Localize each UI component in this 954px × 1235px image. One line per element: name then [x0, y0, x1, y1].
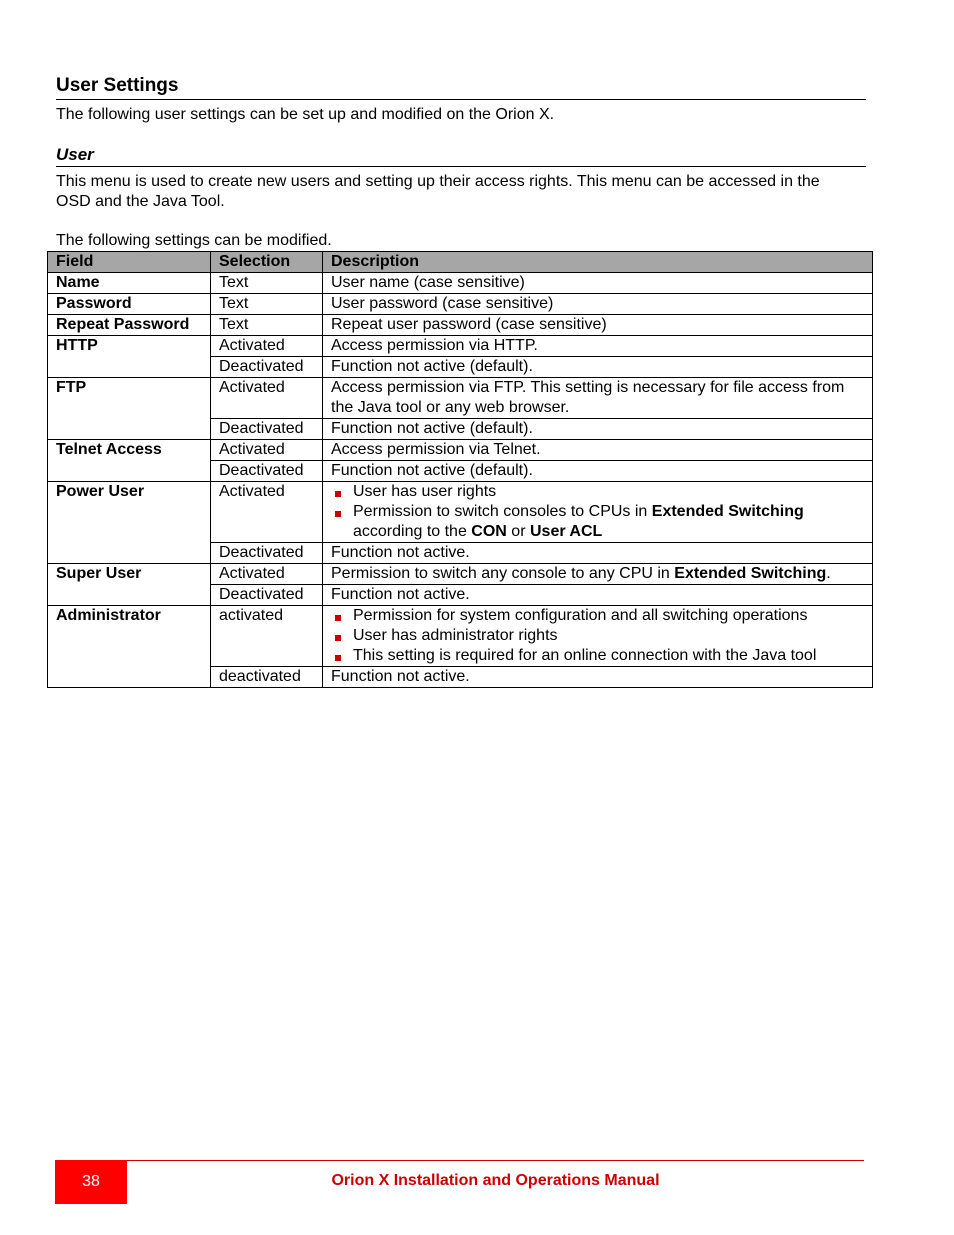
description-cell: Function not active (default). [323, 419, 873, 440]
text-run: Permission to switch any console to any CPU in [331, 565, 675, 582]
bullet-text: User has user rights [353, 483, 497, 500]
description-cell: User name (case sensitive) [323, 273, 873, 294]
table-row [48, 440, 873, 461]
table-row [48, 606, 873, 667]
selection-cell: Activated [211, 440, 323, 461]
subsection-heading: User [56, 144, 866, 167]
field-cell: Password [48, 294, 211, 315]
field-cell: Telnet Access [48, 440, 211, 482]
selection-cell: Activated [211, 564, 323, 585]
bullet-list [331, 482, 864, 542]
selection-cell: Deactivated [211, 357, 323, 378]
description-cell: Function not active. [323, 543, 873, 564]
list-item [331, 626, 864, 646]
red-square-bullet-icon [335, 511, 341, 517]
text-run: according to the [353, 523, 472, 540]
selection-cell: Text [211, 315, 323, 336]
list-item [331, 482, 864, 502]
bullet-list [331, 606, 864, 666]
field-cell: Power User [48, 482, 211, 564]
description-cell [323, 606, 873, 667]
section-heading: User Settings [56, 75, 866, 100]
field-cell: Name [48, 273, 211, 294]
selection-cell: Activated [211, 482, 323, 543]
red-square-bullet-icon [335, 615, 341, 621]
field-cell: Repeat Password [48, 315, 211, 336]
list-item [331, 606, 864, 626]
bold-text: Extended Switching [674, 565, 827, 582]
header-field: Field [48, 252, 211, 273]
field-cell: Super User [48, 564, 211, 606]
table-header-row [48, 252, 873, 273]
description-cell: Function not active (default). [323, 461, 873, 482]
table-row [48, 273, 873, 294]
selection-cell: Activated [211, 336, 323, 357]
header-description: Description [323, 252, 873, 273]
page-number: 38 [55, 1160, 127, 1204]
settings-table [47, 251, 873, 688]
text-run: Permission to switch consoles to CPUs in [353, 503, 652, 520]
footer-title: Orion X Installation and Operations Manual [331, 1172, 660, 1189]
text-run: or [506, 523, 530, 540]
field-cell: FTP [48, 378, 211, 440]
description-cell: Function not active. [323, 585, 873, 606]
text-run: . [826, 565, 831, 582]
bold-text: User ACL [529, 523, 603, 540]
bold-text: Extended Switching [651, 503, 804, 520]
bullet-text: Permission for system configuration and all switching operations [353, 607, 808, 624]
selection-cell: Deactivated [211, 543, 323, 564]
description-cell: Access permission via HTTP. [323, 336, 873, 357]
subsection-description: This menu is used to create new users and setting up their access rights. This menu can be accessed in the OSD and the Java Tool. [56, 173, 820, 210]
section-intro: The following user settings can be set up and modified on the Orion X. [56, 106, 555, 123]
header-selection: Selection [211, 252, 323, 273]
table-row [48, 294, 873, 315]
table-row [48, 315, 873, 336]
description-cell [323, 482, 873, 543]
description-cell [323, 564, 873, 585]
description-cell: Access permission via FTP. This setting is necessary for file access from the Java tool or any web browser. [323, 378, 873, 419]
selection-cell: activated [211, 606, 323, 667]
table-row [48, 378, 873, 419]
description-cell: Function not active. [323, 667, 873, 688]
selection-cell: Deactivated [211, 585, 323, 606]
table-lead-text: The following settings can be modified. [56, 232, 332, 249]
bold-text: CON [471, 523, 507, 540]
table-row [48, 482, 873, 543]
list-item [331, 646, 864, 666]
selection-cell: Text [211, 294, 323, 315]
selection-cell: deactivated [211, 667, 323, 688]
footer-divider [55, 1160, 864, 1161]
field-cell: Administrator [48, 606, 211, 688]
selection-cell: Activated [211, 378, 323, 419]
description-cell: User password (case sensitive) [323, 294, 873, 315]
description-cell: Function not active (default). [323, 357, 873, 378]
description-cell: Access permission via Telnet. [323, 440, 873, 461]
list-item [331, 502, 864, 542]
red-square-bullet-icon [335, 635, 341, 641]
selection-cell: Text [211, 273, 323, 294]
bullet-text [353, 503, 804, 540]
selection-cell: Deactivated [211, 419, 323, 440]
description-cell: Repeat user password (case sensitive) [323, 315, 873, 336]
red-square-bullet-icon [335, 491, 341, 497]
bullet-text: This setting is required for an online connection with the Java tool [353, 647, 817, 664]
field-cell: HTTP [48, 336, 211, 378]
bullet-text: User has administrator rights [353, 627, 558, 644]
red-square-bullet-icon [335, 655, 341, 661]
selection-cell: Deactivated [211, 461, 323, 482]
table-row [48, 336, 873, 357]
table-row [48, 564, 873, 585]
